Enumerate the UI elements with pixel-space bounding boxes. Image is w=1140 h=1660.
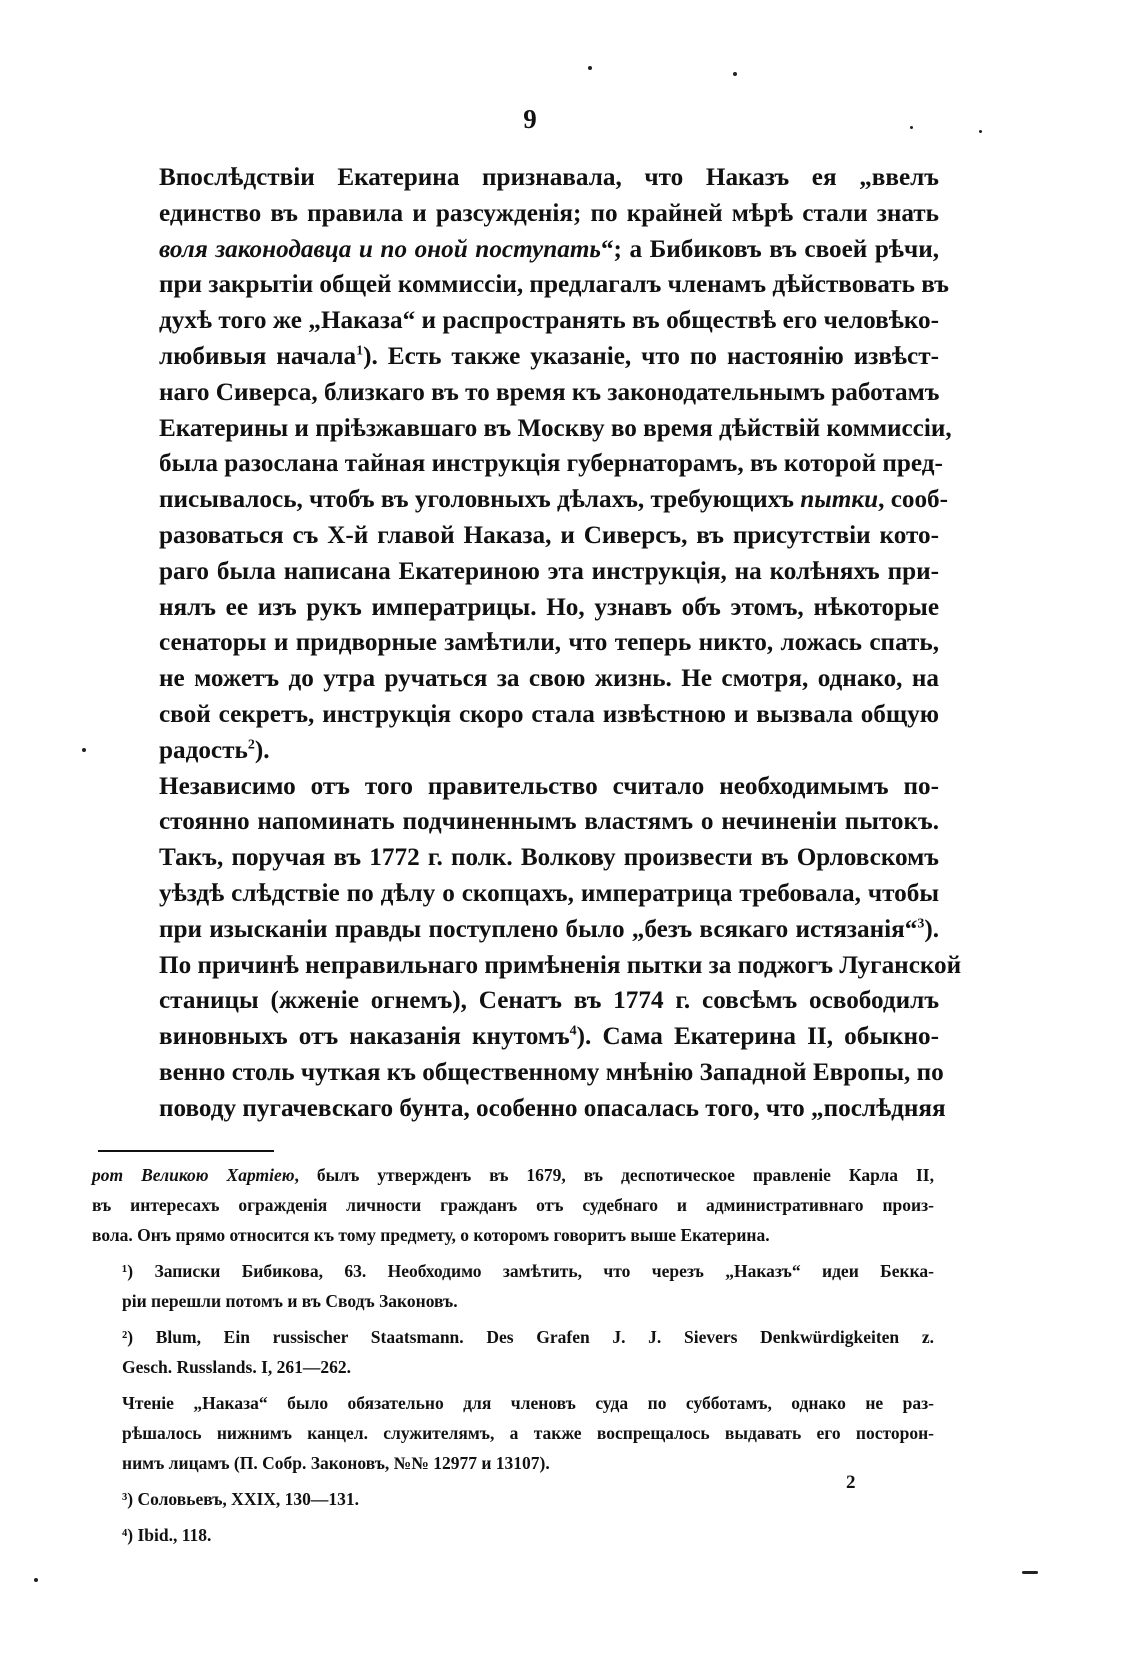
text-span: писывалось, чтобъ въ уголовныхъ дѣлахъ, требующихъ — [159, 486, 801, 514]
footnote-ref[interactable]: 2 — [247, 737, 255, 753]
text-line: разоваться съ X-й главой Наказа, и Сиверсъ, въ присутствіи кото- — [159, 521, 939, 549]
text-line: единство въ правила и разсужденія; по крайней мѣрѣ стали знать — [159, 199, 939, 227]
text-line: По причинѣ неправильнаго примѣненія пытки за поджогъ Луганской — [159, 951, 962, 979]
scan-speck — [34, 1578, 38, 1582]
text-line: раго была написана Екатериною эта инструкція, на колѣняхъ при- — [159, 557, 939, 585]
scan-speck — [910, 126, 913, 129]
italic-phrase: рот Великою Хартіею — [92, 1165, 295, 1185]
text-line: рѣшалось нижнимъ канцел. служителямъ, а также воспрещалось выдавать его посторон- — [122, 1423, 934, 1443]
text-line: была разослана тайная инструкція губернаторамъ, въ которой пред- — [159, 450, 943, 478]
text-line: Независимо отъ того правительство считало необходимымъ по- — [159, 772, 939, 800]
footnote-4 — [92, 1520, 934, 1550]
text-span: радость — [159, 736, 248, 764]
page-number: 9 — [523, 104, 537, 134]
footnote-2-note — [92, 1388, 934, 1478]
scan-speck — [1022, 1571, 1038, 1574]
text-span: ). — [254, 736, 270, 764]
text-line — [107, 232, 939, 268]
text-span: ). — [924, 915, 939, 943]
text-line: стоянно напоминать подчиненнымъ властямъ о нечиненіи пытокъ. — [159, 808, 939, 836]
signature-mark: 2 — [846, 1472, 856, 1493]
text-line: ріи перешли потомъ и въ Сводъ Законовъ. — [122, 1291, 458, 1311]
text-line: наго Сиверса, близкаго въ то время къ законодательнымъ работамъ — [159, 378, 940, 406]
text-line: ³) Соловьевъ, XXIX, 130—131. — [122, 1489, 360, 1509]
text-line: уѣздѣ слѣдствіе по дѣлу о скопцахъ, императрица требовала, чтобы — [159, 879, 939, 907]
text-span: , сооб- — [878, 486, 949, 514]
footnote-3 — [92, 1484, 934, 1514]
text-line: нялъ ее изъ рукъ императрицы. Но, узнавъ объ этомъ, нѣкоторые — [159, 593, 939, 621]
paragraph-2 — [107, 769, 962, 1127]
text-line: поводу пугачевскаго бунта, особенно опасалась того, что „послѣдняя — [159, 1094, 946, 1122]
text-line: вола. Онъ прямо относится къ тому предмету, о которомъ говоритъ выше Екатерина. — [92, 1225, 770, 1245]
main-text — [107, 160, 962, 1127]
text-line: духѣ того же „Наказа“ и распространять въ обществѣ его человѣко- — [159, 307, 939, 335]
footnote-ref[interactable]: 4 — [569, 1023, 577, 1039]
text-span: любивыя начала — [159, 342, 357, 370]
text-line: свой секретъ, инструкція скоро стала извѣстною и вызвала общую — [159, 700, 939, 728]
text-line: ²) Blum, Ein russischer Staatsmann. Des Grafen J. J. Sievers Denkwürdigkeiten z. — [122, 1327, 934, 1347]
footnote-divider — [98, 1150, 274, 1152]
footnote-ref[interactable]: 3 — [917, 916, 925, 932]
text-span: ). Есть также указаніе, что по настоянію извѣст- — [363, 342, 939, 370]
text-line: Такъ, поручая въ 1772 г. полк. Волкову произвести въ Орловскомъ — [159, 844, 939, 872]
text-line — [107, 482, 949, 518]
text-span: ). Сама Екатерина II, обыкно- — [576, 1023, 940, 1051]
text-line: станицы (жженіе огнемъ), Сенатъ въ 1774 г. совсѣмъ освободилъ — [159, 987, 939, 1015]
text-line — [107, 733, 939, 769]
text-line: сенаторы и придворные замѣтили, что теперь никто, ложась спать, — [159, 629, 939, 657]
text-line — [107, 912, 939, 948]
text-span: , былъ утвержденъ въ 1679, въ деспотическое правленіе Карла II, — [294, 1165, 934, 1185]
scan-speck — [733, 72, 737, 76]
text-line: нимъ лицамъ (П. Собр. Законовъ, №№ 12977 и 13107). — [122, 1453, 550, 1473]
footnote-2 — [92, 1322, 934, 1382]
scan-speck — [979, 130, 982, 133]
text-span: “; а Бибиковъ въ своей рѣчи, — [600, 235, 939, 263]
text-line — [107, 339, 939, 375]
footnote-ref[interactable]: 1 — [356, 343, 364, 359]
text-span: при изысканіи правды поступлено было „безъ всякаго истязанія“ — [159, 915, 918, 943]
footnote-continuation — [92, 1160, 934, 1250]
text-span: виновныхъ отъ наказанія кнутомъ — [159, 1023, 570, 1051]
scan-speck — [588, 66, 592, 70]
text-line: не можетъ до утра ручаться за свою жизнь. Не смотря, однако, на — [159, 665, 939, 693]
text-line — [107, 1019, 939, 1055]
text-line: ⁴) Ibid., 118. — [122, 1525, 212, 1545]
italic-word: пытки — [800, 486, 879, 514]
italic-quote: воля законодавца и по оной поступать — [159, 235, 601, 263]
text-line: въ интересахъ огражденія личности гражданъ отъ судебнаго и административнаго произ- — [92, 1195, 934, 1215]
paragraph-1 — [107, 160, 952, 769]
text-line: Gesch. Russlands. I, 261—262. — [122, 1357, 352, 1377]
text-line: Впослѣдствіи Екатерина признавала, что Наказъ ея „ввелъ — [159, 164, 939, 191]
footnotes — [92, 1160, 934, 1556]
text-line: Екатерины и пріѣзжавшаго въ Москву во время дѣйствій коммиссіи, — [159, 414, 952, 442]
text-line: ¹) Записки Бибикова, 63. Необходимо замѣтить, что черезъ „Наказъ“ идеи Бекка- — [122, 1261, 934, 1281]
footnote-1 — [92, 1256, 934, 1316]
text-line: Чтеніе „Наказа“ было обязательно для членовъ суда по субботамъ, однако не раз- — [122, 1393, 934, 1413]
text-line: венно столь чуткая къ общественному мнѣнію Западной Европы, по — [159, 1058, 944, 1086]
text-line: при закрытіи общей коммиссіи, предлагалъ членамъ дѣйствовать въ — [159, 271, 949, 299]
scan-speck — [82, 748, 86, 752]
text-line — [92, 1160, 934, 1190]
